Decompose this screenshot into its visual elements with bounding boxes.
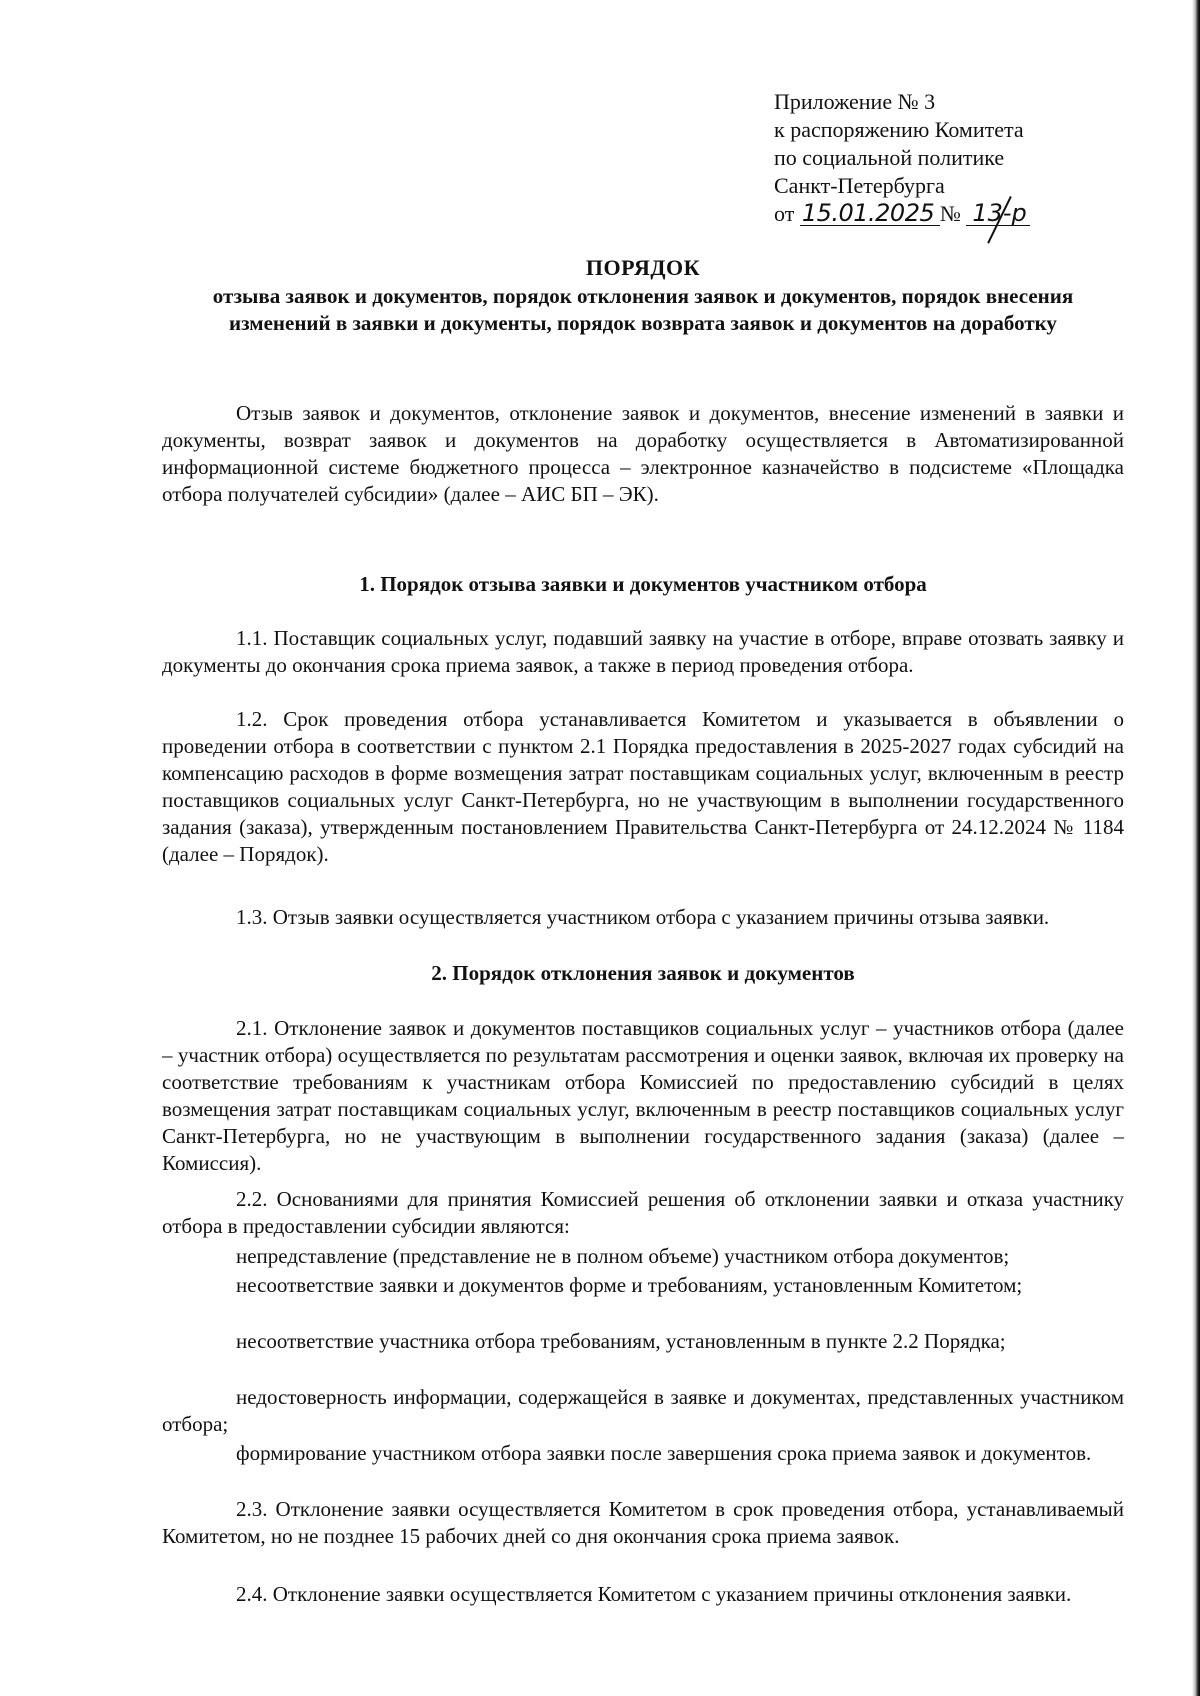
clause-2-1: 2.1. Отклонение заявок и документов поставщиков социальных услуг – участников отбора (далее – участник отбора) осуществляется по результатам рассмотрения и оценки заявок, включая их проверку на соответствие требованиям к участникам отбора Комиссией по предоставлению субсидий в целях возмещения затрат поставщикам социальных услуг, включенным в реестр поставщиков социальных услуг Санкт-Петербурга, но не участвующим в выполнении государственного задания (заказа) (далее – Комиссия). xyxy=(162,1016,1124,1175)
section-1-heading: 1. Порядок отзыва заявки и документов участником отбора xyxy=(359,572,927,596)
clause-1-3: 1.3. Отзыв заявки осуществляется участником отбора с указанием причины отзыва заявки. xyxy=(236,905,1050,929)
document-title: ПОРЯДОК xyxy=(585,255,701,280)
appendix-header xyxy=(774,88,1134,228)
clause-1-2: 1.2. Срок проведения отбора устанавливается Комитетом и указывается в объявлении о проведении отбора в соответствии с пунктом 2.1 Порядка предоставления в 2025-2027 годах субсидий на компенсацию расходов в форме возмещения затрат поставщикам социальных услуг, включенным в реестр поставщиков социальных услуг Санкт-Петербурга, но не участвующим в выполнении государственного задания (заказа), утвержденным постановлением Правительства Санкт-Петербурга от 24.12.2024 № 1184 (далее – Порядок). xyxy=(162,707,1124,866)
appendix-date-line xyxy=(774,200,1134,228)
ground-item: несоответствие участника отбора требованиям, установленным в пункте 2.2 Порядка; xyxy=(236,1329,1006,1353)
ground-item: формирование участником отбора заявки после завершения срока приема заявок и документов. xyxy=(236,1441,1092,1465)
handwritten-number: 13-р xyxy=(966,201,1030,226)
ground-item: недостоверность информации, содержащейся в заявке и документах, представленных участником отбора; xyxy=(162,1385,1124,1436)
appendix-city: Санкт-Петербурга xyxy=(774,173,945,198)
clause-1-1: 1.1. Поставщик социальных услуг, подавший заявку на участие в отборе, вправе отозвать заявку и документы до окончания срока приема заявок, а также в период проведения отбора. xyxy=(162,626,1124,677)
number-prefix: № xyxy=(939,201,961,226)
scan-edge-shadow xyxy=(1192,0,1200,1696)
clause-2-3: 2.3. Отклонение заявки осуществляется Комитетом в срок проведения отбора, устанавливаемый Комитетом, но не позднее 15 рабочих дней со дня окончания срока приема заявок. xyxy=(162,1497,1124,1548)
document-subtitle: отзыва заявок и документов, порядок отклонения заявок и документов, порядок внесения изменений в заявки и документы, порядок возврата заявок и документов на доработку xyxy=(212,284,1074,335)
clause-2-2: 2.2. Основаниями для принятия Комиссией решения об отклонении заявки и отказа участнику отбора в предоставлении субсидии являются: xyxy=(162,1187,1124,1238)
section-2-heading: 2. Порядок отклонения заявок и документов xyxy=(431,961,855,985)
appendix-order-ref: к распоряжению Комитета xyxy=(774,117,1024,142)
ground-item: непредставление (представление не в полном объеме) участником отбора документов; xyxy=(236,1244,1010,1268)
appendix-committee: по социальной политике xyxy=(774,145,1005,170)
ground-item: несоответствие заявки и документов форме и требованиям, установленным Комитетом; xyxy=(236,1273,1023,1297)
handwritten-date: 15.01.2025 xyxy=(800,201,940,226)
clause-2-4: 2.4. Отклонение заявки осуществляется Комитетом с указанием причины отклонения заявки. xyxy=(236,1582,1072,1606)
appendix-number: Приложение № 3 xyxy=(774,89,936,114)
intro-paragraph: Отзыв заявок и документов, отклонение заявок и документов, внесение изменений в заявки и документы, возврат заявок и документов на доработку осуществляется в Автоматизированной информационной системе бюджетного процесса – электронное казначейство в подсистеме «Площадка отбора получателей субсидии» (далее – АИС БП – ЭК). xyxy=(162,401,1124,506)
date-prefix: от xyxy=(774,201,795,226)
